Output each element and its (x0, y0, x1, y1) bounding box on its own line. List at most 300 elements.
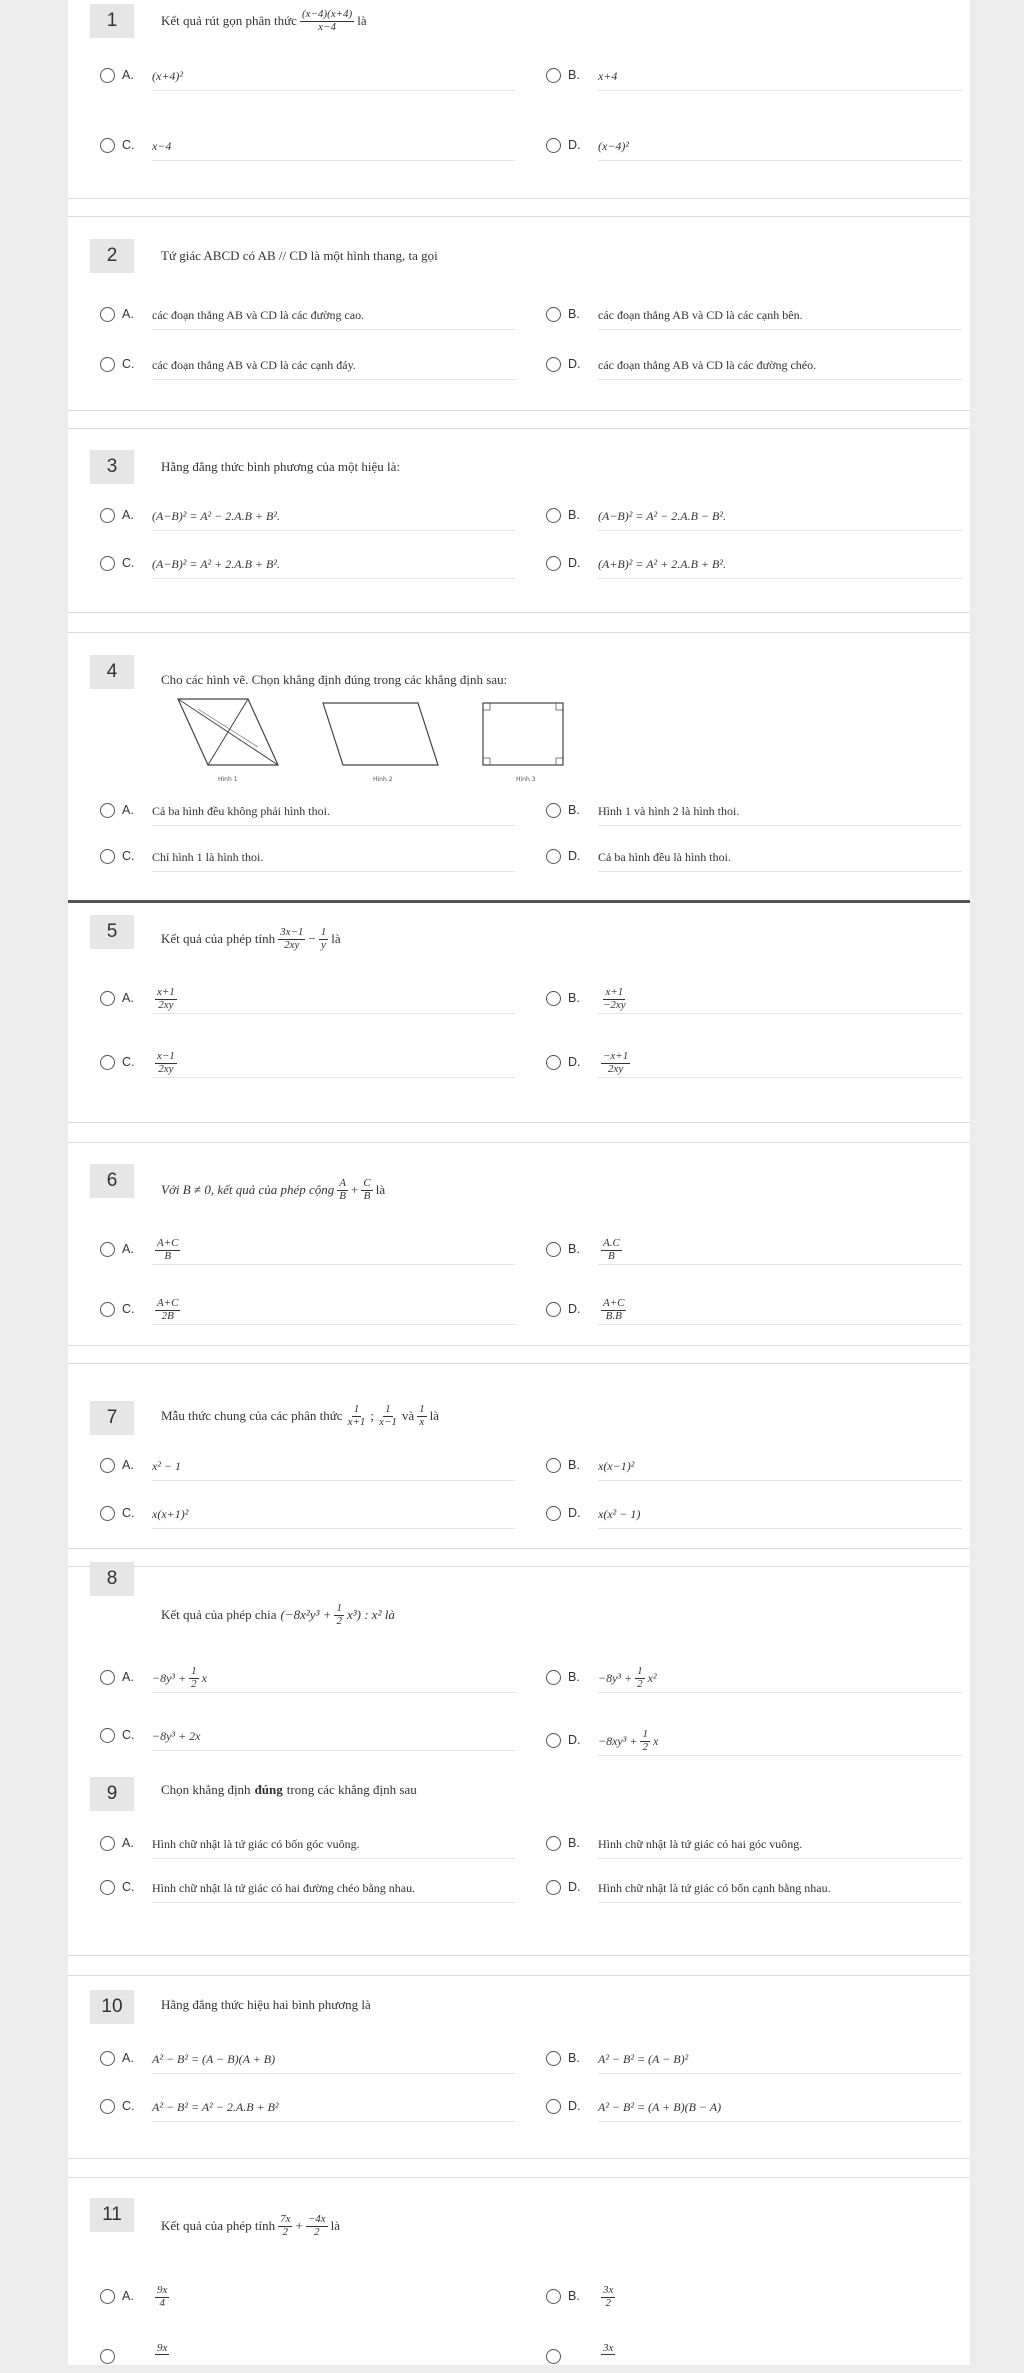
option-value: x² − 1 (152, 1452, 515, 1481)
option-value: các đoạn thẳng AB và CD là các cạnh bên. (598, 301, 962, 330)
fraction (601, 2343, 615, 2356)
fraction (306, 2214, 328, 2238)
option-letter: C. (122, 1880, 135, 1894)
option-letter: A. (122, 1458, 134, 1472)
option-d[interactable] (546, 1047, 962, 1079)
option-value: các đoạn thẳng AB và CD là các cạnh đáy. (152, 351, 515, 380)
fraction (601, 1238, 622, 1262)
fraction-numerator: x−1 (157, 1049, 175, 1062)
question-text (161, 1397, 439, 1435)
radio-button[interactable] (100, 1055, 115, 1070)
fraction-denominator: 2xy (607, 1062, 624, 1075)
option-a[interactable] (100, 2281, 515, 2313)
emphasis: đúng (254, 1782, 283, 1797)
option-d[interactable] (546, 1294, 962, 1326)
radio-button[interactable] (100, 138, 115, 153)
option-value: x+4 (598, 62, 962, 91)
question-number: 11 (90, 2198, 134, 2232)
option-value: Cả ba hình đều là hình thoi. (598, 843, 962, 872)
fraction-denominator: 2xy (158, 998, 174, 1011)
fraction (346, 1404, 368, 1428)
fraction-numerator: 3x (603, 2283, 614, 2296)
question-prompt: Kết quả của phép chia (161, 1607, 277, 1622)
radio-button[interactable] (546, 138, 561, 153)
fraction (377, 1404, 399, 1428)
option-c[interactable] (100, 1498, 515, 1530)
option-c[interactable] (100, 1294, 515, 1326)
question-number: 5 (90, 915, 134, 949)
fraction-numerator: 3x−1 (280, 925, 304, 938)
fraction-numerator: 1 (353, 1402, 360, 1415)
radio-button[interactable] (100, 357, 115, 372)
fraction-denominator: 2 (313, 2225, 320, 2238)
option-letter: C. (122, 556, 135, 570)
figure-1 (178, 699, 278, 783)
fraction-denominator: −2xy (603, 998, 626, 1011)
option-letter: A. (122, 2289, 134, 2303)
question-number: 10 (90, 1990, 134, 2024)
option-value: x(x−1)² (598, 1452, 962, 1481)
fraction-numerator: −4x (307, 2212, 326, 2225)
question-number: 7 (90, 1401, 134, 1435)
term: −8y³ + (598, 1670, 633, 1685)
option-letter: A. (122, 1670, 134, 1684)
option-d[interactable] (546, 1872, 962, 1904)
fraction-denominator: B.B (605, 1309, 622, 1322)
option-value: −8y³ + 2x (152, 1722, 515, 1751)
question-number: 8 (90, 1562, 134, 1596)
separator: ; (370, 1408, 375, 1423)
option-letter: B. (568, 1836, 580, 1850)
option-c[interactable] (100, 1872, 515, 1904)
radio-button[interactable] (100, 1506, 115, 1521)
fraction-denominator: B (363, 1189, 371, 1202)
question-suffix: là (375, 1182, 386, 1197)
option-value (152, 1296, 515, 1325)
fraction (155, 1298, 180, 1322)
option-value: Cả ba hình đều không phải hình thoi. (152, 797, 515, 826)
option-c[interactable] (100, 2091, 515, 2123)
radio-button[interactable] (546, 1458, 561, 1473)
option-letter: A. (122, 991, 134, 1005)
option-a[interactable] (100, 1234, 515, 1266)
option-letter: C. (122, 357, 135, 371)
option-letter: C. (122, 849, 135, 863)
option-b[interactable] (546, 299, 962, 331)
option-value: A² − B² = (A − B)(A + B) (152, 2045, 515, 2074)
fraction-numerator: A (339, 1176, 347, 1189)
fraction-numerator: 1 (637, 1664, 643, 1677)
figure-1-label: Hình 1 (218, 776, 238, 783)
question-divider (68, 1955, 970, 1956)
radio-button[interactable] (546, 357, 561, 372)
option-letter: B. (568, 2289, 580, 2303)
question-divider (68, 1363, 970, 1364)
question-number: 2 (90, 239, 134, 273)
fraction (417, 1404, 427, 1428)
option-a[interactable] (100, 795, 515, 827)
option-d[interactable] (546, 130, 962, 162)
option-letter: A. (122, 68, 134, 82)
option-letter: B. (568, 508, 580, 522)
option-a[interactable] (100, 2043, 515, 2075)
fraction-denominator: x−1 (379, 1415, 397, 1428)
fraction-denominator: 2 (605, 2296, 611, 2309)
question-divider (68, 1345, 970, 1346)
radio-button[interactable] (546, 2051, 561, 2066)
option-a[interactable] (100, 299, 515, 331)
question-divider (68, 612, 970, 613)
fraction-denominator: x+1 (347, 1415, 366, 1428)
quiz-sheet (68, 0, 970, 2365)
radio-button[interactable] (546, 68, 561, 83)
separator: và (401, 1408, 415, 1423)
term: x (652, 1733, 659, 1748)
option-letter: D. (568, 1880, 581, 1894)
expression-left: (−8x²y³ + (280, 1607, 332, 1622)
fraction-denominator: B (608, 1249, 615, 1262)
option-c[interactable] (100, 841, 515, 873)
fraction (155, 2343, 169, 2356)
fraction-denominator: 2 (191, 1677, 197, 1690)
option-d[interactable] (546, 1725, 962, 1757)
fraction-numerator: 1 (385, 1402, 391, 1415)
operator: + (295, 2218, 303, 2233)
fraction-denominator: 2xy (158, 1062, 174, 1075)
question-divider (68, 198, 970, 199)
fraction-denominator: B (164, 1249, 172, 1262)
radio-button[interactable] (100, 508, 115, 523)
option-value: A² − B² = (A − B)² (598, 2045, 962, 2074)
fraction (278, 927, 305, 951)
option-value: Hình chữ nhật là tứ giác có hai góc vuông. (598, 1830, 962, 1859)
question-prompt: Kết quả của phép tính (161, 931, 276, 946)
fraction (300, 9, 354, 33)
option-c[interactable] (100, 1720, 515, 1752)
fraction (601, 1051, 630, 1075)
option-b[interactable] (546, 1234, 962, 1266)
question-divider (68, 410, 970, 411)
figure-3-label: Hình 3 (516, 776, 536, 783)
fraction-numerator: A+C (603, 1296, 625, 1309)
fraction-denominator: 2 (282, 2225, 289, 2238)
radio-button[interactable] (100, 1302, 115, 1317)
radio-button[interactable] (546, 849, 561, 864)
term: −8y³ + (152, 1670, 187, 1685)
option-b[interactable] (546, 60, 962, 92)
option-letter: C. (122, 1055, 135, 1069)
radio-button[interactable] (546, 1506, 561, 1521)
radio-button[interactable] (546, 1055, 561, 1070)
option-value: A² − B² = A² − 2.A.B + B² (152, 2093, 515, 2122)
fraction-denominator: x (419, 1415, 425, 1428)
radio-button[interactable] (100, 849, 115, 864)
fraction (155, 987, 177, 1011)
option-a[interactable] (100, 1662, 515, 1694)
option-c[interactable] (100, 349, 515, 381)
option-d[interactable] (546, 1498, 962, 1530)
fraction-numerator: 1 (320, 925, 327, 938)
radio-button[interactable] (546, 1302, 561, 1317)
option-letter: B. (568, 307, 580, 321)
radio-button[interactable] (100, 307, 115, 322)
option-letter: C. (122, 1728, 135, 1742)
question-prompt: Kết quả rút gọn phân thức (161, 13, 297, 28)
option-b[interactable] (546, 2043, 962, 2075)
section-divider (68, 900, 970, 903)
radio-button[interactable] (100, 2051, 115, 2066)
option-a[interactable] (100, 1450, 515, 1482)
option-letter: A. (122, 307, 134, 321)
option-letter: C. (122, 2099, 135, 2113)
fraction-numerator: −x+1 (603, 1049, 629, 1062)
option-d[interactable] (546, 548, 962, 580)
option-value (152, 1664, 515, 1693)
question-number: 6 (90, 1164, 134, 1198)
option-letter: C. (122, 138, 135, 152)
fraction (155, 1238, 180, 1262)
question-suffix: là (330, 2218, 341, 2233)
option-c[interactable] (100, 2341, 515, 2373)
option-letter: B. (568, 1458, 580, 1472)
question-suffix: là (429, 1408, 439, 1423)
question-prompt: Chọn khẳng định (161, 1782, 251, 1797)
fraction-numerator: 7x (280, 2212, 291, 2225)
option-b[interactable] (546, 1828, 962, 1860)
question-suffix: là (357, 13, 367, 28)
fraction-numerator: 1 (336, 1601, 342, 1614)
fraction (155, 2285, 169, 2309)
fraction-numerator: 1 (419, 1402, 425, 1415)
fraction-numerator: A+C (157, 1236, 179, 1249)
fraction-denominator: B (339, 1189, 347, 1202)
radio-button[interactable] (546, 2289, 561, 2304)
option-letter: D. (568, 556, 581, 570)
option-c[interactable] (100, 1047, 515, 1079)
term: x (201, 1670, 207, 1685)
option-b[interactable] (546, 983, 962, 1015)
radio-button[interactable] (546, 508, 561, 523)
question-divider (68, 428, 970, 429)
option-d[interactable] (546, 841, 962, 873)
option-value (152, 2283, 515, 2311)
option-b[interactable] (546, 500, 962, 532)
figure-2 (323, 703, 438, 783)
question-divider (68, 1548, 970, 1549)
option-value: các đoạn thẳng AB và CD là các đường chéo. (598, 351, 962, 380)
question-number: 3 (90, 450, 134, 484)
option-value (152, 2335, 515, 2363)
option-value (598, 2283, 962, 2311)
operator: + (351, 1182, 359, 1197)
radio-button[interactable] (100, 803, 115, 818)
question-divider (68, 216, 970, 217)
operator: − (308, 931, 316, 946)
option-value (598, 1727, 962, 1756)
option-value (598, 985, 962, 1014)
expression-right: x³) : x² là (346, 1607, 395, 1622)
option-value: Chỉ hình 1 là hình thoi. (152, 843, 515, 872)
radio-button[interactable] (546, 991, 561, 1006)
radio-button[interactable] (100, 68, 115, 83)
radio-button[interactable] (546, 2099, 561, 2114)
fraction-denominator: 4 (159, 2296, 165, 2309)
option-d[interactable] (546, 2091, 962, 2123)
fraction-denominator: 2B (161, 1309, 174, 1322)
option-value (598, 2335, 962, 2363)
fraction-denominator: x−4 (318, 20, 336, 33)
option-a[interactable] (100, 500, 515, 532)
option-letter: B. (568, 2051, 580, 2065)
option-value: (A−B)² = A² − 2.A.B − B². (598, 502, 962, 531)
option-d[interactable] (546, 349, 962, 381)
radio-button[interactable] (100, 2099, 115, 2114)
fraction-numerator: 1 (191, 1664, 197, 1677)
question-prompt-end: trong các khẳng định sau (286, 1782, 417, 1797)
radio-button[interactable] (546, 803, 561, 818)
radio-button[interactable] (546, 1836, 561, 1851)
option-letter: C. (122, 1506, 135, 1520)
option-b[interactable] (546, 1662, 962, 1694)
radio-button[interactable] (546, 1880, 561, 1895)
question-divider (68, 2177, 970, 2178)
term: x² (647, 1670, 657, 1685)
option-value: x(x+1)² (152, 1500, 515, 1529)
radio-button[interactable] (100, 2289, 115, 2304)
question-divider (68, 632, 970, 633)
option-value: (A+B)² = A² + 2.A.B + B². (598, 550, 962, 579)
radio-button[interactable] (546, 1670, 561, 1685)
option-letter: B. (568, 1670, 580, 1684)
fraction-numerator: 1 (642, 1727, 648, 1740)
fraction-numerator: (x−4)(x+4) (301, 7, 353, 20)
option-a[interactable] (100, 60, 515, 92)
question-text: Hằng đẳng thức bình phương của một hiệu là: (161, 459, 401, 474)
option-b[interactable] (546, 795, 962, 827)
option-letter: D. (568, 1506, 581, 1520)
figures (168, 695, 648, 785)
option-value (598, 1049, 962, 1078)
question-number: 4 (90, 655, 134, 689)
fraction (601, 987, 628, 1011)
radio-button[interactable] (546, 556, 561, 571)
radio-button[interactable] (546, 307, 561, 322)
option-value: (A−B)² = A² − 2.A.B + B². (152, 502, 515, 531)
fraction-numerator: x+1 (157, 985, 175, 998)
question-divider (68, 1122, 970, 1123)
option-d[interactable] (546, 2341, 962, 2373)
radio-button[interactable] (100, 2349, 115, 2364)
question-divider (68, 1975, 970, 1976)
fraction (601, 1298, 626, 1322)
question-text (161, 1775, 417, 1805)
fraction (334, 1603, 344, 1627)
fraction-numerator: A.C (603, 1236, 620, 1249)
question-prompt: Kết quả của phép tính (161, 2218, 276, 2233)
option-a[interactable] (100, 983, 515, 1015)
option-value: Hình chữ nhật là tứ giác có bốn góc vuông. (152, 1830, 515, 1859)
radio-button[interactable] (546, 2349, 561, 2364)
fraction (635, 1666, 645, 1690)
option-value: (x+4)² (152, 62, 515, 91)
radio-button[interactable] (100, 991, 115, 1006)
radio-button[interactable] (100, 556, 115, 571)
question-prompt: Mẫu thức chung của các phân thức (161, 1408, 343, 1423)
option-c[interactable] (100, 130, 515, 162)
fraction-denominator: 2 (637, 1677, 643, 1690)
radio-button[interactable] (100, 1836, 115, 1851)
option-letter: A. (122, 803, 134, 817)
option-letter: D. (568, 1055, 581, 1069)
option-value: các đoạn thẳng AB và CD là các đường cao. (152, 301, 515, 330)
option-letter: D. (568, 357, 581, 371)
figure-2-label: Hình 2 (373, 776, 393, 783)
option-value: x−4 (152, 132, 515, 161)
fraction (337, 1178, 348, 1202)
fraction (189, 1666, 199, 1690)
fraction (601, 2285, 615, 2309)
question-text (161, 1171, 385, 1209)
radio-button[interactable] (100, 1670, 115, 1685)
question-number: 9 (90, 1777, 134, 1811)
question-text (161, 2207, 340, 2245)
option-b[interactable] (546, 2281, 962, 2313)
question-text (161, 1597, 395, 1633)
option-value (598, 1236, 962, 1265)
question-divider (68, 1566, 970, 1567)
question-text: Hằng đẳng thức hiệu hai bình phương là (161, 1997, 371, 2012)
question-divider (68, 1142, 970, 1143)
fraction (319, 927, 329, 951)
radio-button[interactable] (100, 1242, 115, 1257)
fraction (361, 1178, 372, 1202)
question-text: Cho các hình vẽ. Chọn khẳng định đúng trong các khẳng định sau: (161, 672, 508, 687)
question-divider (68, 2158, 970, 2159)
term: −8xy³ + (598, 1733, 638, 1748)
question-prompt: Với B ≠ 0, kết quả của phép cộng (161, 1182, 335, 1197)
option-value: Hình 1 và hình 2 là hình thoi. (598, 797, 962, 826)
radio-button[interactable] (546, 1242, 561, 1257)
option-value (152, 1236, 515, 1265)
option-value: Hình chữ nhật là tứ giác có bốn cạnh bằng nhau. (598, 1874, 962, 1903)
fraction (278, 2214, 292, 2238)
option-letter: B. (568, 1242, 580, 1256)
option-value: (A−B)² = A² + 2.A.B + B². (152, 550, 515, 579)
option-letter: D. (568, 849, 581, 863)
fraction-numerator: A+C (157, 1296, 179, 1309)
option-letter: D. (568, 138, 581, 152)
option-b[interactable] (546, 1450, 962, 1482)
question-text: Tứ giác ABCD có AB // CD là một hình thang, ta gọi (161, 248, 438, 263)
option-letter: D. (568, 1302, 581, 1316)
radio-button[interactable] (100, 1728, 115, 1743)
radio-button[interactable] (100, 1458, 115, 1473)
radio-button[interactable] (546, 1733, 561, 1748)
fraction (640, 1729, 650, 1753)
option-a[interactable] (100, 1828, 515, 1860)
fraction-denominator: 2xy (284, 938, 300, 951)
question-number: 1 (90, 4, 134, 38)
option-c[interactable] (100, 548, 515, 580)
option-letter: B. (568, 68, 580, 82)
fraction-numerator: x+1 (605, 985, 624, 998)
radio-button[interactable] (100, 1880, 115, 1895)
option-value: x(x² − 1) (598, 1500, 962, 1529)
fraction-numerator: 9x (157, 2341, 168, 2354)
option-letter: A. (122, 1836, 134, 1850)
question-text (161, 920, 341, 958)
fraction-numerator: C (363, 1176, 371, 1189)
